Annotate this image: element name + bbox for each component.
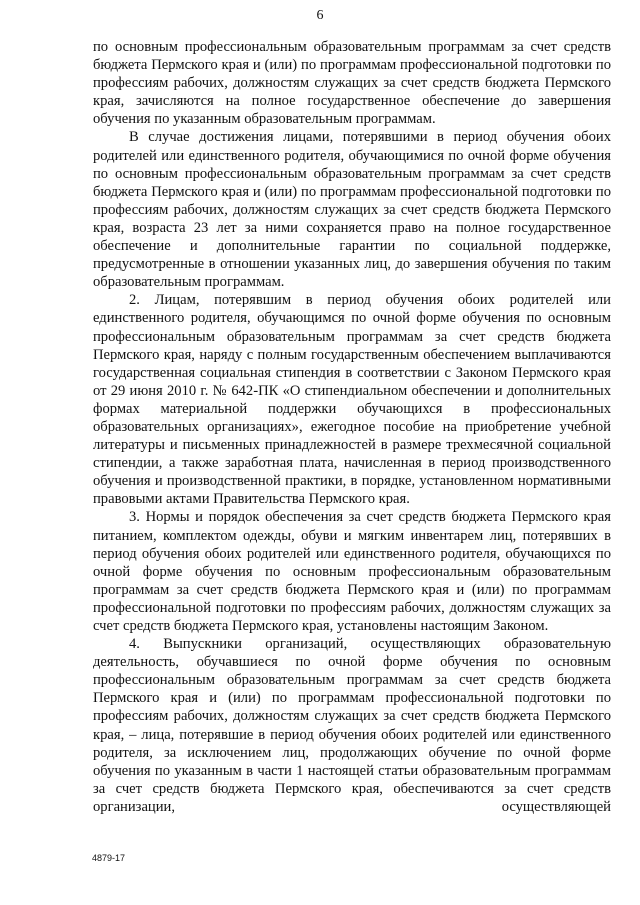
paragraph-age-23: В случае достижения лицами, потерявшими в период обучения обоих родителей или единственного родителя, обучающимися по очной форме обучения по основным профессиональным образовательным программам за счет средств бюджета Пермского края и (или) по программам профессиональной подготовки по профессиям рабочих, должностям служащих за счет средств бюджета Пермского края, возраста 23 лет за ними сохраняется право на полное государственное обеспечение и дополнительные гарантии по социальной поддержке, предусмотренные в отношении указанных лиц, до завершения обучения по таким образовательным программам. <box>93 129 611 291</box>
document-body <box>93 38 611 816</box>
document-code: 4879-17 <box>92 853 126 863</box>
paragraph-4: 4. Выпускники организаций, осуществляющих образовательную деятельность, обучавшиеся по очной форме обучения по основным профессиональным образовательным программам за счет средств бюджета Пермского края и (или) по программам профессиональной подготовки по профессиям рабочих, должностям служащих за счет средств бюджета Пермского края, – лица, потерявшие в период обучения обоих родителей или единственного родителя, за исключением лиц, продолжающих обучение по очной форме обучения по указанным в части 1 настоящей статьи образовательным программам за счет средств бюджета Пермского края, обеспечиваются за счет средств организации, осуществляющей <box>93 636 611 815</box>
paragraph-continuation: по основным профессиональным образовательным программам за счет средств бюджета Пермского края и (или) по программам профессиональной подготовки по профессиям рабочих, должностям служащих за счет средств бюджета Пермского края, зачисляются на полное государственное обеспечение до завершения обучения по указанным образовательным программам. <box>93 39 611 128</box>
paragraph-3: 3. Нормы и порядок обеспечения за счет средств бюджета Пермского края питанием, комплектом одежды, обуви и мягким инвентарем лиц, потерявших в период обучения обоих родителей или единственного родителя, обучающихся по очной форме обучения по основным профессиональным образовательным программам за счет средств бюджета Пермского края и (или) по программам профессиональной подготовки по профессиям рабочих, должностям служащих за счет средств бюджета Пермского края, установлены настоящим Законом. <box>93 509 611 634</box>
paragraph-2: 2. Лицам, потерявшим в период обучения обоих родителей или единственного родителя, обучающимся по очной форме обучения по основным профессиональным образовательным программам за счет средств бюджета Пермского края, наряду с полным государственным обеспечением выплачиваются государственная социальная стипендия в соответствии с Законом Пермского края от 29 июня 2010 г. № 642-ПК «О стипендиальном обеспечении и дополнительных формах материальной поддержки обучающихся в профессиональных образовательных организациях», ежегодное пособие на приобретение учебной литературы и письменных принадлежностей в размере трехмесячной социальной стипендии, а также заработная плата, начисленная в период производственного обучения и производственной практики, в порядке, установленном нормативными правовыми актами Правительства Пермского края. <box>93 292 611 508</box>
page-number: 6 <box>316 8 324 23</box>
